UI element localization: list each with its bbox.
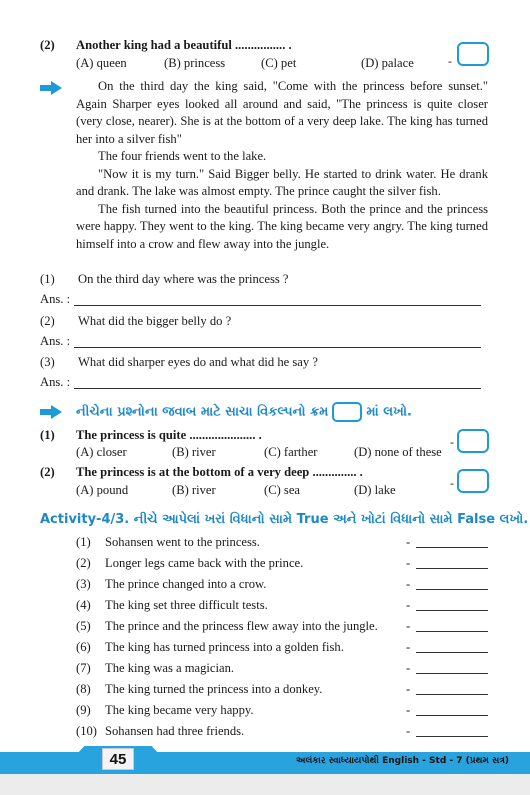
option-c: (C) pet — [261, 56, 297, 70]
mcq-instruction-heading — [76, 402, 412, 422]
answer-underline[interactable] — [416, 631, 488, 632]
option-c: (C) sea — [264, 483, 301, 497]
footer-margin — [0, 774, 530, 795]
options-row — [76, 56, 414, 71]
question-text: On the third day where was the princess ? — [78, 272, 289, 286]
option-a: (A) pound — [76, 483, 129, 497]
options-row — [76, 445, 442, 460]
option-b: (B) princess — [164, 56, 226, 70]
answer-underline[interactable] — [416, 652, 488, 653]
item-text: Sohansen had three friends. — [105, 724, 245, 738]
dash-mark: - — [450, 435, 454, 449]
answer-box[interactable] — [457, 469, 489, 493]
dash-mark: - — [406, 598, 411, 612]
option-a: (A) queen — [76, 56, 127, 70]
dash-mark: - — [406, 682, 411, 696]
item-text: The prince changed into a crow. — [105, 577, 267, 591]
question-text: What did the bigger belly do ? — [78, 314, 232, 328]
item-number: (2) — [76, 556, 91, 570]
question-text: What did sharper eyes do and what did he say ? — [78, 355, 318, 369]
story-passage — [76, 78, 488, 253]
story-paragraph-3: "Now it is my turn." Said Bigger belly. He started to drink water. He drank and drank. The lake was almost empty. The prince caught the silver fish. — [76, 166, 488, 198]
true-false-item — [76, 640, 496, 660]
answer-underline — [74, 305, 481, 306]
option-a: (A) closer — [76, 445, 127, 459]
option-c: (C) farther — [264, 445, 318, 459]
option-d: (D) none of these — [354, 445, 442, 459]
option-b: (B) river — [172, 445, 216, 459]
question-text: Another king had a beautiful ................ . — [76, 38, 292, 52]
item-number: (5) — [76, 619, 91, 633]
option-d: (D) lake — [354, 483, 396, 497]
item-text: Sohansen went to the princess. — [105, 535, 260, 549]
item-text: The king was a magician. — [105, 661, 235, 675]
item-number: (1) — [76, 535, 91, 549]
question-number: (3) — [40, 355, 55, 369]
question-number: (2) — [40, 465, 55, 479]
item-text: The king set three difficult tests. — [105, 598, 268, 612]
item-text: Longer legs came back with the prince. — [105, 556, 304, 570]
item-number: (10) — [76, 724, 97, 738]
item-number: (4) — [76, 598, 91, 612]
dash-mark: - — [406, 619, 411, 633]
mcq-question-2 — [40, 465, 500, 501]
true-false-item — [76, 556, 496, 576]
item-text: The king has turned princess into a golden fish. — [105, 640, 344, 654]
question-text: The princess is at the bottom of a very deep .............. . — [76, 465, 363, 479]
mcq-question-1 — [40, 428, 500, 464]
item-text: The king turned the princess into a donkey. — [105, 682, 323, 696]
instruction-text-end: માં લખો. — [366, 404, 412, 420]
right-arrow-icon — [40, 81, 62, 95]
answer-underline — [74, 347, 481, 348]
answer-underline[interactable] — [416, 736, 488, 737]
page-number: 45 — [102, 748, 134, 770]
story-paragraph-2: The four friends went to the lake. — [98, 149, 267, 163]
answer-underline — [74, 388, 481, 389]
answer-underline[interactable] — [416, 673, 488, 674]
dash-mark: - — [450, 476, 454, 490]
dash-mark: - — [406, 556, 411, 570]
answer-label: Ans. : — [40, 292, 71, 306]
true-false-item — [76, 619, 496, 639]
item-number: (9) — [76, 703, 91, 717]
true-false-item — [76, 724, 496, 744]
answer-label: Ans. : — [40, 334, 71, 348]
instruction-box — [332, 402, 362, 422]
answer-underline[interactable] — [416, 568, 488, 569]
dash-mark: - — [406, 640, 411, 654]
true-false-item — [76, 661, 496, 681]
answer-underline[interactable] — [416, 547, 488, 548]
answer-underline[interactable] — [416, 589, 488, 590]
true-false-item — [76, 577, 496, 597]
question-number: (1) — [40, 428, 55, 442]
dash-mark: - — [406, 577, 411, 591]
true-false-item — [76, 703, 496, 723]
answer-underline[interactable] — [416, 610, 488, 611]
answer-label: Ans. : — [40, 375, 71, 389]
answer-underline[interactable] — [416, 715, 488, 716]
item-number: (3) — [76, 577, 91, 591]
answer-box[interactable] — [457, 429, 489, 453]
true-false-item — [76, 682, 496, 702]
right-arrow-icon — [40, 405, 62, 419]
item-number: (7) — [76, 661, 91, 675]
options-row — [76, 483, 396, 498]
dash-mark: - — [406, 661, 411, 675]
story-paragraph-1: On the third day the king said, "Come with the princess before sunset." Again Sharper eyes looked all around and said, "The princess is quite closer (very close, nearer). She is at the bottom of a very deep lake. The king has turned her into a silver fish" — [76, 79, 488, 146]
item-text: The prince and the princess flew away into the jungle. — [105, 619, 378, 633]
dash-mark: - — [448, 54, 452, 68]
activity-title: Activity-4/3. નીચે આપેલાં ખરાં વિધાનો સામે True અને ખોટાં વિધાનો સામે False લખો. — [40, 512, 529, 527]
dash-mark: - — [406, 703, 411, 717]
question-number: (1) — [40, 272, 55, 286]
item-number: (8) — [76, 682, 91, 696]
story-paragraph-4: The fish turned into the beautiful princess. Both the prince and the princess were happy. They went to the king. The king became very angry. The king turned himself into a crow and flew away into the jungle. — [76, 201, 488, 251]
instruction-text: નીચેના પ્રશ્નોના જવાબ માટે સાચા વિકલ્પનો ક્રમ — [76, 404, 329, 420]
item-text: The king became very happy. — [105, 703, 254, 717]
answer-underline[interactable] — [416, 694, 488, 695]
option-d: (D) palace — [361, 56, 414, 70]
true-false-item — [76, 535, 496, 555]
book-title: અલંકાર સ્વાધ્યાયપોથી English - Std - 7 (પ્રથમ સત્ર) — [296, 756, 509, 766]
dash-mark: - — [406, 535, 411, 549]
true-false-item — [76, 598, 496, 618]
question-text: The princess is quite ..................... . — [76, 428, 262, 442]
question-number: (2) — [40, 38, 55, 52]
dash-mark: - — [406, 724, 411, 738]
question-number: (2) — [40, 314, 55, 328]
item-number: (6) — [76, 640, 91, 654]
answer-box[interactable] — [457, 42, 489, 66]
option-b: (B) river — [172, 483, 216, 497]
mcq-question-top — [40, 38, 500, 74]
